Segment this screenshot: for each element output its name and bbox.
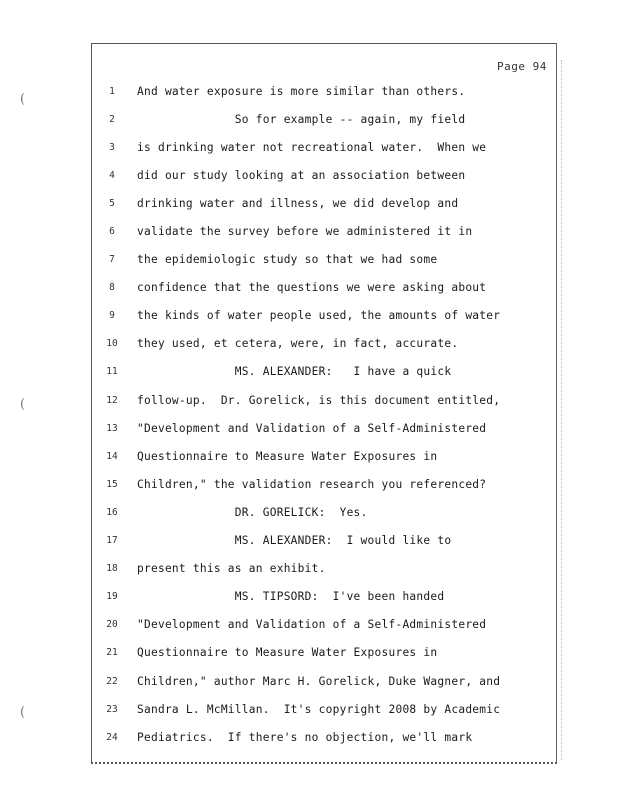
line-text: present this as an exhibit. [137, 562, 326, 576]
line-number: 9 [109, 310, 115, 322]
transcript-line [100, 302, 552, 330]
line-number: 14 [106, 450, 118, 462]
line-number: 22 [106, 675, 118, 687]
line-text: confidence that the questions we were asking about [137, 281, 487, 295]
line-text: Sandra L. McMillan. It's copyright 2008 by Academic [137, 702, 501, 716]
line-text: the epidemiologic study so that we had some [137, 253, 438, 267]
transcript-line [100, 470, 552, 498]
transcript-line [100, 723, 552, 751]
line-number: 6 [109, 226, 115, 238]
line-text: Pediatrics. If there's no objection, we'll mark [137, 730, 473, 744]
line-number: 7 [109, 254, 115, 266]
line-number: 19 [106, 591, 118, 603]
transcript-line [100, 639, 552, 667]
binding-hole-mark: ( [20, 705, 26, 720]
transcript-line [100, 274, 552, 302]
line-text: is drinking water not recreational water. When we [137, 140, 487, 154]
line-number: 2 [109, 113, 115, 125]
binding-hole-mark: ( [20, 92, 26, 107]
line-text: "Development and Validation of a Self-Administered [137, 618, 487, 632]
line-number: 13 [106, 422, 118, 434]
line-text: Questionnaire to Measure Water Exposures in [137, 646, 438, 660]
transcript-line [100, 330, 552, 358]
transcript-line [100, 695, 552, 723]
line-number: 4 [109, 169, 115, 181]
transcript-line [100, 105, 552, 133]
line-text: the kinds of water people used, the amounts of water [137, 309, 501, 323]
line-number: 3 [109, 141, 115, 153]
line-number: 23 [106, 703, 118, 715]
transcript-line [100, 414, 552, 442]
page-bottom-border [91, 762, 557, 764]
transcript-line [100, 611, 552, 639]
transcript-lines [100, 77, 552, 751]
transcript-line [100, 189, 552, 217]
line-text: validate the survey before we administered it in [137, 225, 473, 239]
line-number: 20 [106, 619, 118, 631]
line-text: they used, et cetera, were, in fact, accurate. [137, 337, 459, 351]
line-text: follow-up. Dr. Gorelick, is this document entitled, [137, 393, 501, 407]
line-text: MS. ALEXANDER: I would like to [137, 534, 452, 548]
transcript-line [100, 161, 552, 189]
line-text: DR. GORELICK: Yes. [137, 505, 368, 519]
transcript-line [100, 77, 552, 105]
transcript-line [100, 498, 552, 526]
transcript-line [100, 358, 552, 386]
line-text: drinking water and illness, we did develop and [137, 196, 459, 210]
line-text: MS. TIPSORD: I've been handed [137, 590, 445, 604]
line-text: And water exposure is more similar than others. [137, 84, 466, 98]
line-number: 24 [106, 731, 118, 743]
transcript-line [100, 667, 552, 695]
line-text: "Development and Validation of a Self-Administered [137, 421, 487, 435]
page-number: Page 94 [497, 60, 547, 73]
line-text: did our study looking at an association between [137, 168, 466, 182]
line-number: 1 [109, 85, 115, 97]
transcript-line [100, 133, 552, 161]
transcript-line [100, 246, 552, 274]
line-text: MS. ALEXANDER: I have a quick [137, 365, 452, 379]
line-number: 17 [106, 535, 118, 547]
transcript-line [100, 555, 552, 583]
line-number: 10 [106, 338, 118, 350]
line-number: 11 [106, 366, 118, 378]
line-text: Children," author Marc H. Gorelick, Duke Wagner, and [137, 674, 501, 688]
line-text: Questionnaire to Measure Water Exposures in [137, 449, 438, 463]
line-number: 18 [106, 563, 118, 575]
transcript-line [100, 583, 552, 611]
scan-margin-noise [561, 60, 564, 760]
transcript-line [100, 217, 552, 245]
binding-hole-mark: ( [20, 397, 26, 412]
line-number: 5 [109, 197, 115, 209]
line-number: 16 [106, 506, 118, 518]
line-text: So for example -- again, my field [137, 112, 466, 126]
line-number: 21 [106, 647, 118, 659]
transcript-line [100, 442, 552, 470]
transcript-line [100, 527, 552, 555]
transcript-line [100, 386, 552, 414]
line-number: 15 [106, 478, 118, 490]
line-text: Children," the validation research you referenced? [137, 477, 487, 491]
line-number: 8 [109, 282, 115, 294]
line-number: 12 [106, 394, 118, 406]
